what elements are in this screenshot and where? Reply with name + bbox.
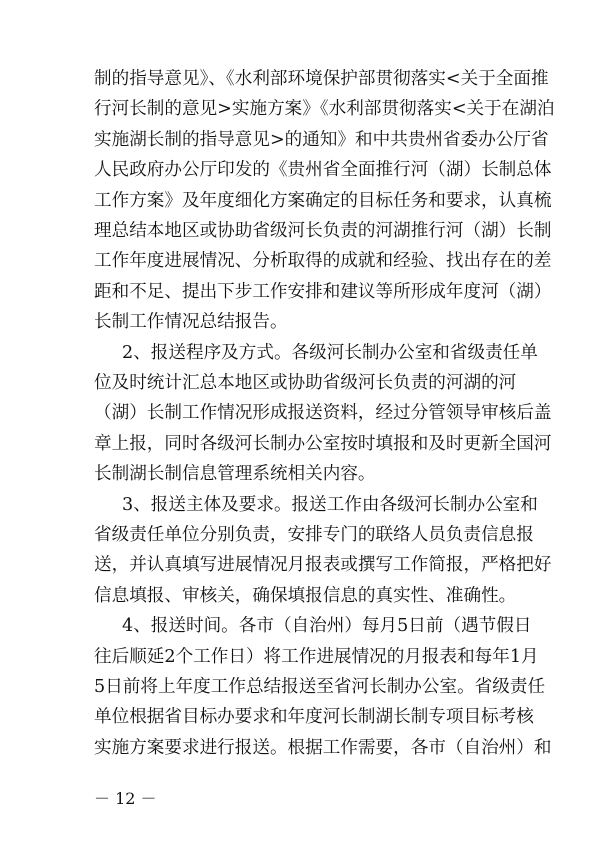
paragraph-2-heading-line: 2、报送程序及方式。各级河长制办公室和省级责任单 [122,342,538,363]
body-line: 往后顺延2个工作日）将工作进展情况的月报表和每年1月 [94,646,539,667]
body-line: 章上报，同时各级河长制办公室按时填报和及时更新全国河 [94,433,552,454]
body-line: 实施湖长制的指导意见>的通知》和中共贵州省委办公厅省 [94,129,549,150]
body-line: 工作方案》及年度细化方案确定的目标任务和要求，认真梳 [94,190,552,211]
paragraph-4-heading-line: 4、报送时间。各市（自治州）每月5日前（遇节假日 [122,616,532,637]
body-line: 实施方案要求进行报送。根据工作需要，各市（自治州）和 [94,737,552,758]
body-line: 理总结本地区或协助省级河长负责的河湖推行河（湖）长制 [94,221,552,241]
body-line: 工作年度进展情况、分析取得的成就和经验、找出存在的差 [94,251,552,272]
body-line: 省级责任单位分别负责，安排专门的联络人员负责信息报 [94,525,534,545]
paragraph-3-heading-line: 3、报送主体及要求。报送工作由各级河长制办公室和 [122,494,538,515]
body-line: 单位根据省目标办要求和年度河长制湖长制专项目标考核 [94,707,534,728]
page-number: － 12 － [94,789,157,808]
body-line: 长制湖长制信息管理系统相关内容。 [94,464,376,485]
body-line: 行河长制的意见>实施方案》《水利部贯彻落实<关于在湖泊 [94,99,555,120]
body-line: 送，并认真填写进展情况月报表或撰写工作简报，严格把好 [94,555,552,576]
body-line: （湖）长制工作情况形成报送资料，经过分管领导审核后盖 [94,403,552,424]
body-line: 人民政府办公厅印发的《贵州省全面推行河（湖）长制总体 [94,160,552,181]
body-line: 位及时统计汇总本地区或协助省级河长负责的河湖的河 [94,373,517,393]
body-line: 长制工作情况总结报告。 [94,312,288,333]
body-line: 信息填报、审核关，确保填报信息的真实性、准确性。 [94,585,517,606]
body-line: 制的指导意见》、《水利部环境保护部贯彻落实<关于全面推 [94,69,549,89]
body-line: 距和不足、提出下步工作安排和建议等所形成年度河（湖） [94,281,552,302]
body-line: 5日前将上年度工作总结报送至省河长制办公室。省级责任 [94,677,546,697]
